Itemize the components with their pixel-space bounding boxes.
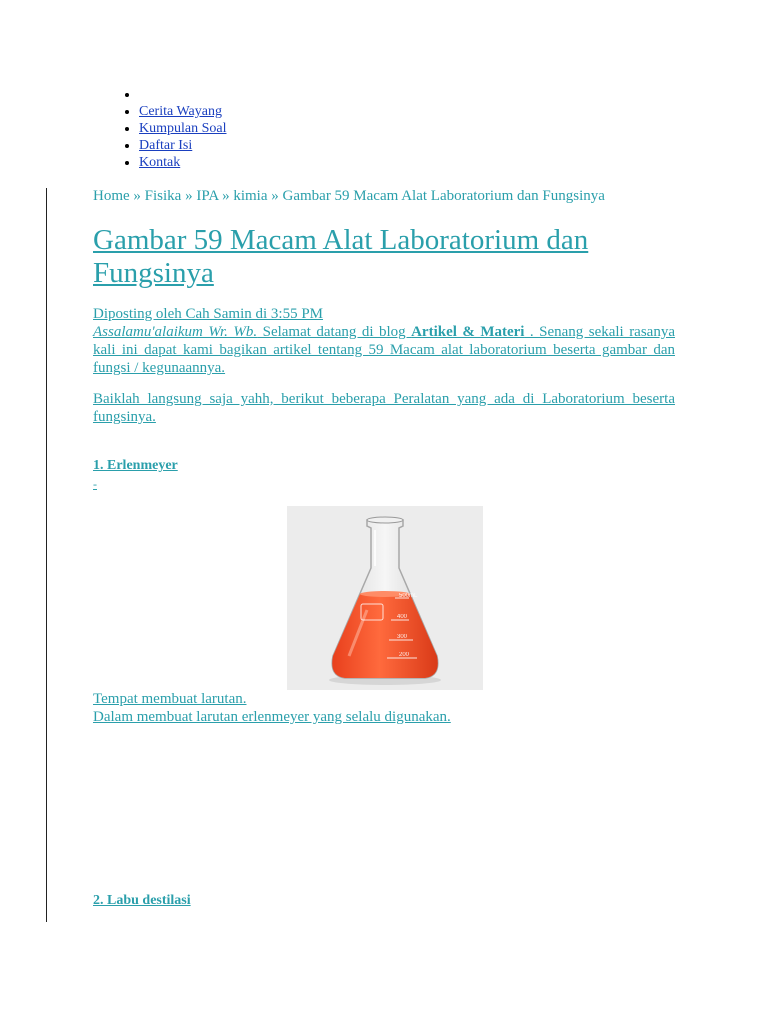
breadcrumb-separator: » [185, 188, 193, 204]
breadcrumb-separator: » [271, 188, 279, 204]
left-border-line [46, 188, 47, 922]
breadcrumb-home-link[interactable]: Home [93, 188, 130, 204]
nav-link-kontak[interactable]: Kontak [139, 155, 181, 170]
greeting: Assalamu'alaikum Wr. Wb. [93, 324, 258, 340]
breadcrumb-ipa-link[interactable]: IPA [196, 188, 219, 204]
blog-name: Artikel & Materi [411, 324, 525, 340]
nav-item-kumpulan-soal[interactable] [139, 120, 227, 137]
breadcrumb-kimia-link[interactable]: kimia [233, 188, 268, 204]
flask-mark-300: 300 [397, 634, 408, 640]
post-meta-and-intro [93, 305, 675, 377]
breadcrumb-current: Gambar 59 Macam Alat Laboratorium dan Fungsinya [282, 188, 605, 204]
erlenmeyer-line-2[interactable]: Dalam membuat larutan erlenmeyer yang selalu digunakan. [93, 709, 451, 725]
intro-paragraph[interactable] [93, 323, 675, 377]
nav-item-empty [139, 86, 227, 103]
erlenmeyer-flask-image [287, 506, 483, 690]
intro-post: . Senang sekali rasanya kali ini dapat kami bagikan artikel tentang 59 Macam alat laboratorium beserta gambar dan fungsi / kegunaannya. [93, 324, 675, 376]
breadcrumb [93, 188, 605, 205]
posted-by[interactable]: Diposting oleh Cah Samin di 3:55 PM [93, 306, 324, 322]
intro-pre: Selamat datang di blog [257, 324, 412, 340]
breadcrumb-separator: » [222, 188, 230, 204]
top-nav-list [93, 86, 227, 171]
erlenmeyer-description [93, 690, 451, 726]
flask-mark-400: 400 [397, 614, 408, 620]
flask-mark-500: 500mL [399, 593, 418, 599]
section-heading-erlenmeyer[interactable]: 1. Erlenmeyer [93, 458, 178, 473]
erlenmeyer-line-1[interactable]: Tempat membuat larutan. [93, 691, 247, 707]
section-dash[interactable]: - [93, 477, 97, 491]
article-title[interactable]: Gambar 59 Macam Alat Laboratorium dan Fungsinya [93, 224, 589, 289]
nav-item-kontak[interactable] [139, 154, 227, 171]
erlenmeyer-flask-icon [287, 506, 483, 690]
breadcrumb-separator: » [133, 188, 141, 204]
nav-item-cerita-wayang[interactable] [139, 103, 227, 120]
nav-link-kumpulan-soal[interactable]: Kumpulan Soal [139, 121, 227, 136]
section-heading-labu-destilasi[interactable]: 2. Labu destilasi [93, 893, 191, 908]
nav-link-cerita-wayang[interactable]: Cerita Wayang [139, 104, 222, 119]
paragraph-intro-tools[interactable]: Baiklah langsung saja yahh, berikut beberapa Peralatan yang ada di Laboratorium beserta fungsinya. [93, 391, 675, 425]
breadcrumb-fisika-link[interactable]: Fisika [144, 188, 182, 204]
nav-item-daftar-isi[interactable] [139, 137, 227, 154]
nav-link-daftar-isi[interactable]: Daftar Isi [139, 138, 193, 153]
flask-mark-200: 200 [399, 652, 410, 658]
